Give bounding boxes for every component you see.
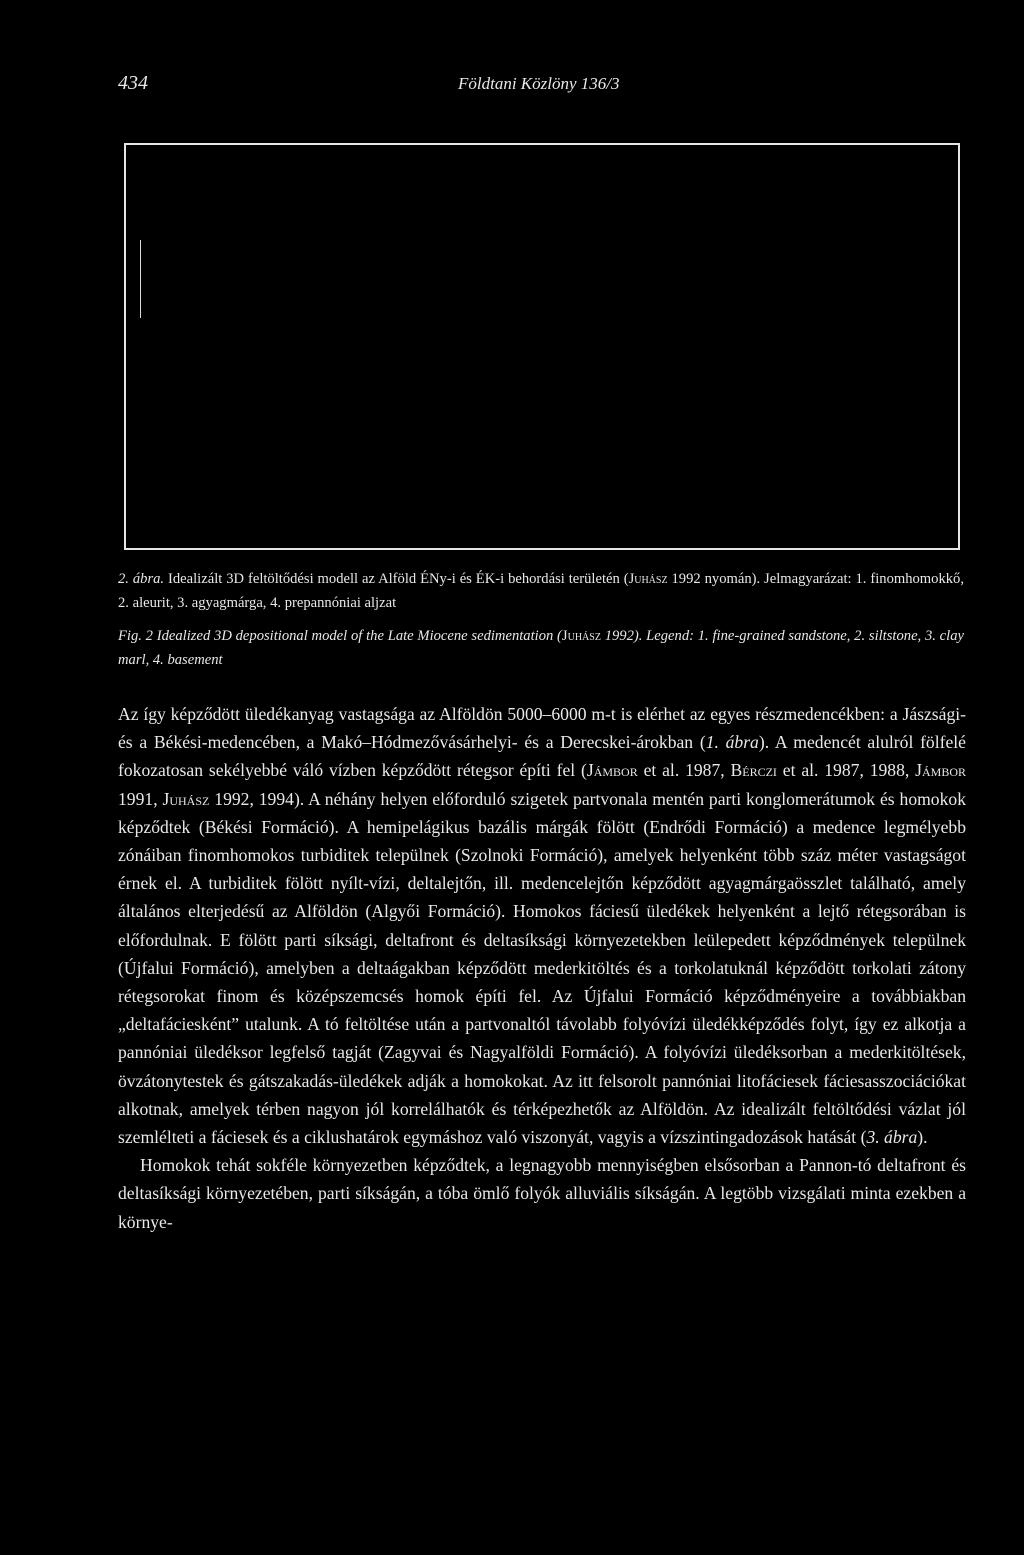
figure-reference-3: 3. ábra: [866, 1127, 918, 1148]
author-citation: Jámbor: [586, 760, 638, 781]
author-citation: Juhász: [162, 788, 210, 809]
figure-2-frame: [124, 143, 960, 550]
figure-edge-mark: [140, 240, 141, 318]
p1-text-a: Az így képződött üledékanyag vastagsága az Alföldön 5000–6000 m-t is elérhet az egyes részmedencékben: a Jászsági- és a Békési-medencében, a Makó–Hódmezővásárhelyi- és a Derecskei-árokban (: [118, 704, 966, 753]
p1-text-b: ). A medencét alulról fölfelé fokozatosan sekélyebbé váló vízben képződött rétegsor építi fel (: [118, 732, 966, 781]
author-citation: Jámbor: [915, 760, 966, 781]
caption-en-author: Juhász: [561, 628, 601, 644]
page-number: 434: [118, 72, 148, 94]
p1-text-e: 1991,: [118, 788, 163, 809]
caption-hu-text-1: Idealizált 3D feltöltődési modell az Alföld ÉNy-i és ÉK-i behordási területén (: [164, 571, 629, 587]
journal-title: Földtani Közlöny 136/3: [458, 74, 620, 93]
paragraph-2: Homokok tehát sokféle környezetben képződtek, a legnagyobb mennyiségben elsősorban a Pannon-tó deltafront és deltasíksági környezetében, parti síkságán, a tóba ömlő folyók alluviális síkságán. A legtöbb vizsgálati minta ezekben a környe-: [118, 1155, 966, 1232]
caption-en-label: Fig. 2: [118, 628, 153, 644]
figure-caption-english: [118, 624, 964, 672]
running-header: [118, 72, 908, 100]
caption-en-text-2: 1992). Legend: 1. fine-grained sandstone, 2. siltstone, 3. clay marl, 4. basement: [118, 628, 964, 668]
body-text: [118, 700, 966, 1236]
caption-hu-author: Juhász: [628, 571, 668, 587]
p1-text-c: et al. 1987,: [637, 760, 731, 781]
p1-text-f: 1992, 1994). A néhány helyen előforduló szigetek partvonala mentén parti konglomerátumok és homokok képződtek (Békési Formáció). A hemipelágikus bazális márgák fölött (Endrődi Formáció) a medence legmélyebb zónáiban finomhomokos turbiditek települnek (Szolnoki Formáció), amelyek helyenként több száz méter vastagságot érnek el. A turbiditek fölött nyílt-vízi, deltalejtőn, ill. medencelejtőn képződött agyagmárgaösszlet található, amely általános elterjedésű az Alföldön (Algyői Formáció). Homokos fáciesű üledékek helyenként a lejtő rétegsorában is előfordulnak. E fölött parti síksági, deltafront és deltasíksági környezetekben leülepedett képződmények települnek (Újfalui Formáció), amelyben a deltaágakban képződött mederkitöltés és a torkolatuknál képződött torkolati zátony rétegsorokat finom és középszemcsés homok építi fel. Az Újfalui Formáció képződményeire a továbbiakban „deltafáciesként” utalunk. A tó feltöltése után a partvonaltól távolabb folyóvízi üledékképződés folyt, így ez alkotja a pannóniai üledéksor legfelső tagját (Zagyvai és Nagyalföldi Formáció). A folyóvízi üledéksorban a mederkitöltések, övzátonytestek és gátszakadás-üledékek adják a homokokat. Az itt felsorolt pannóniai litofáciesek fáciesasszociációkat alkotnak, amelyek térben nagyon jól korrelálhatók és térképezhetők az Alföldön. Az idealizált feltöltődési vázlat jól szemlélteti a fáciesek és a ciklushatárok egymáshoz való viszonyát, vagyis a vízszintingadozások hatását (: [118, 788, 966, 1148]
p1-text-d: et al. 1987, 1988,: [776, 760, 916, 781]
p1-text-g: ).: [917, 1127, 928, 1148]
caption-hu-text-2: 1992 nyomán). Jelmagyarázat: 1. finomhomokkő, 2. aleurit, 3. agyagmárga, 4. prepannóniai aljzat: [118, 571, 964, 611]
author-citation: Bérczi: [730, 760, 777, 781]
figure-reference-1: 1. ábra: [705, 732, 759, 753]
caption-en-text-1: Idealized 3D depositional model of the Late Miocene sedimentation (: [152, 628, 562, 644]
figure-caption-hungarian: [118, 567, 964, 615]
caption-hu-label: 2. ábra.: [118, 571, 165, 587]
paragraph-1: [118, 700, 966, 1151]
